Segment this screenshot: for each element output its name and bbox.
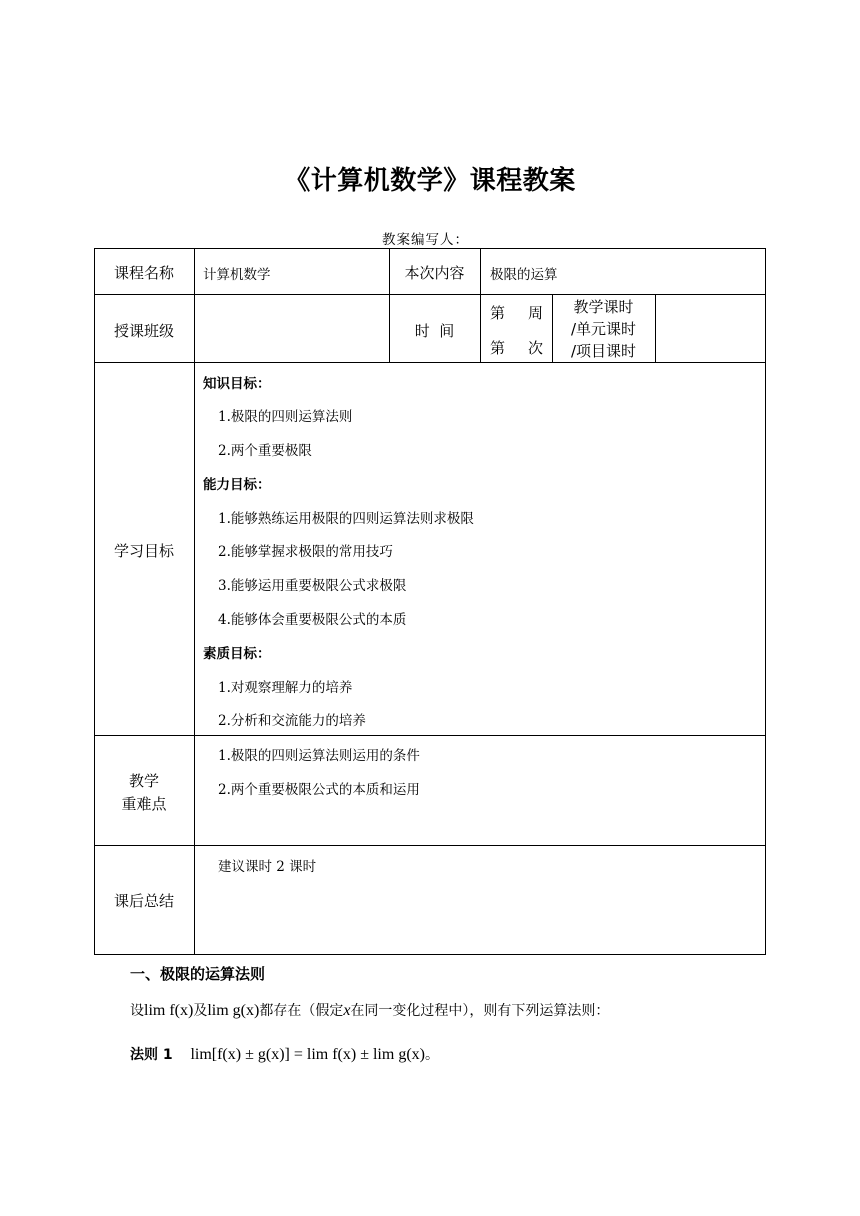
ability-goal-item: 3.能够运用重要极限公式求极限 [218,578,407,594]
key-points-label [94,770,194,816]
hours-label-line-1: 教学课时 [573,298,634,316]
knowledge-goal-heading: 知识目标： [203,376,271,392]
rule-1-end: 。 [424,1047,439,1063]
quality-goal-heading: 素质目标： [203,646,271,662]
hours-label-line-3: /项目课时 [570,342,637,360]
content-label: 本次内容 [404,264,465,282]
session-left: 第 [490,339,506,357]
ability-goal-heading: 能力目标： [203,477,271,493]
key-point-item: 1.极限的四则运算法则运用的条件 [218,748,420,764]
math-x: x [343,1002,351,1019]
table-col-divider [480,248,481,362]
content-value: 极限的运算 [490,267,558,283]
hours-label [552,296,655,362]
summary-value: 建议课时 2 课时 [218,859,317,875]
section-heading: 一、极限的运算法则 [130,965,266,983]
course-name-value: 计算机数学 [203,267,271,283]
author-label: 教案编写人： [382,232,469,248]
rule-1-name: 法则 1 [130,1047,173,1063]
goals-label: 学习目标 [113,542,174,560]
rule-1-formula: lim[f(x) ± g(x)] = lim f(x) ± lim g(x) [190,1046,425,1063]
rule-1 [130,1044,439,1064]
course-name-label: 课程名称 [113,264,174,282]
key-points-label-line-1: 教学 [128,772,159,790]
week-left: 第 [490,304,506,322]
p1-mid: 及 [193,1003,208,1019]
time-label: 时 间 [414,322,455,340]
table-border-right [765,248,766,954]
ability-goal-item: 1.能够熟练运用极限的四则运算法则求极限 [218,511,474,527]
class-label: 授课班级 [113,322,174,340]
table-border-bottom [94,954,766,955]
document-title: 《计算机数学》课程教案 [284,166,576,196]
math-lim-g: lim g(x) [207,1002,260,1019]
key-point-item: 2.两个重要极限公式的本质和运用 [218,782,420,798]
ability-goal-item: 4.能够体会重要极限公式的本质 [218,612,407,628]
knowledge-goal-item: 1.极限的四则运算法则 [218,409,353,425]
session-right: 次 [528,339,544,357]
table-border-left [94,248,95,954]
p1-post: 都存在（假定 [259,1003,344,1019]
knowledge-goal-item: 2.两个重要极限 [218,443,312,459]
quality-goal-item: 2.分析和交流能力的培养 [218,713,366,729]
paragraph-limit-assumption [130,1000,609,1020]
ability-goal-item: 2.能够掌握求极限的常用技巧 [218,544,393,560]
hours-label-line-2: /单元课时 [570,320,637,338]
p1-pre: 设 [130,1003,144,1019]
p1-tail: 在同一变化过程中），则有下列运算法则： [350,1003,610,1019]
summary-label: 课后总结 [113,892,174,910]
math-lim-f: lim f(x) [144,1002,194,1019]
table-col-divider [194,248,195,954]
table-col-divider [655,294,656,362]
key-points-label-line-2: 重难点 [121,795,167,813]
quality-goal-item: 1.对观察理解力的培养 [218,680,353,696]
week-right: 周 [528,304,544,322]
